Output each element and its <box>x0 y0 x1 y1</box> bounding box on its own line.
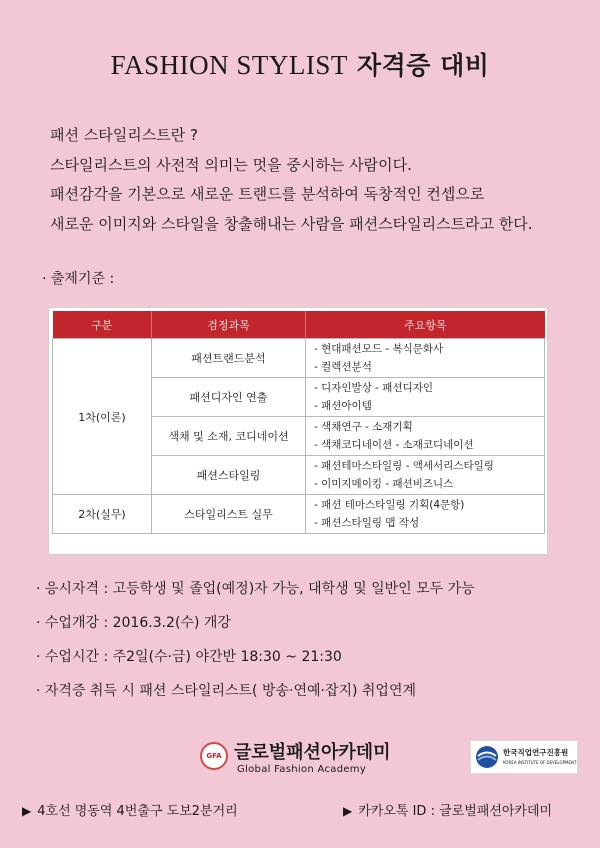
bullet-eligibility: · 응시자격 : 고등학생 및 졸업(예정)자 가능, 대학생 및 일반인 모두 가능 <box>36 581 475 597</box>
exam-criteria-table <box>52 311 545 534</box>
item-line: - 패션아이템 <box>314 400 372 412</box>
items-cell <box>306 339 545 378</box>
koid-emblem-icon <box>475 745 499 769</box>
item-line: - 이미지메이킹 - 패션비즈니스 <box>314 478 454 490</box>
intro-line: 패션감각을 기본으로 새로운 트랜드를 분석하여 독창적인 컨셉으로 <box>50 185 485 203</box>
items-cell <box>306 378 545 417</box>
item-line: - 패션 테마스타일링 기획(4문항) <box>314 499 465 511</box>
location-text: 4호선 명동역 4번출구 도보2분거리 <box>37 804 238 819</box>
item-line: - 패션스타일링 맵 작성 <box>314 517 420 529</box>
gfa-name-korean: 글로벌패션아카데미 <box>234 742 391 763</box>
items-cell <box>306 417 545 456</box>
item-line: - 디자인발상 - 패션디자인 <box>314 382 434 394</box>
item-line: - 컬렉션분석 <box>314 361 372 373</box>
footer-location <box>22 800 238 819</box>
intro-line: 새로운 이미지와 스타일을 창출해내는 사람을 패션스타일리스트라고 한다. <box>50 214 533 233</box>
subject-cell: 패션디자인 연출 <box>152 378 306 417</box>
header-subject: 검정과목 <box>152 311 306 339</box>
title-english: FASHION STYLIST <box>110 50 348 80</box>
subject-cell: 패션스타일링 <box>152 456 306 495</box>
info-bullets <box>36 580 475 716</box>
exam-criteria-label: · 출제기준 : <box>42 271 115 287</box>
item-line: - 색채코디네이션 - 소재코디네이션 <box>314 439 474 451</box>
bullet-employment: · 자격증 취득 시 패션 스타일리스트( 방송·연예·잡지) 취업연계 <box>36 683 417 699</box>
triangle-right-icon: ▶ <box>343 804 353 818</box>
subject-cell: 색채 및 소재, 코디네이션 <box>152 417 306 456</box>
table-row <box>53 339 545 378</box>
footer-kakao <box>343 800 552 819</box>
page-title <box>0 46 600 82</box>
items-cell <box>306 456 545 495</box>
subject-cell: 스타일리스트 실무 <box>152 495 306 534</box>
exam-table-frame <box>48 307 548 555</box>
triangle-right-icon: ▶ <box>22 804 32 818</box>
category-practice: 2차(실무) <box>53 495 152 534</box>
item-line: - 색채연구 - 소재기획 <box>314 421 413 433</box>
items-cell <box>306 495 545 534</box>
intro-line: 패션 스타일리스트란 ? <box>50 126 198 144</box>
koid-logo <box>470 740 578 774</box>
category-theory: 1차(이론) <box>53 339 152 495</box>
header-items: 주요항목 <box>306 311 545 339</box>
intro-text <box>50 121 533 239</box>
title-korean: 자격증 대비 <box>356 51 490 80</box>
intro-line: 스타일리스트의 사전적 의미는 멋을 중시하는 사람이다. <box>50 155 412 174</box>
gfa-name-english: Global Fashion Academy <box>237 764 367 775</box>
table-row <box>53 495 545 534</box>
gfa-emblem-icon: GFA <box>200 742 228 770</box>
item-line: - 현대패션모드 - 복식문화사 <box>314 343 444 355</box>
kakao-id-text: 카카오톡 ID : 글로벌패션아카데미 <box>358 804 553 819</box>
bullet-start-date: · 수업개강 : 2016.3.2(수) 개강 <box>36 615 231 631</box>
header-category: 구분 <box>53 311 152 339</box>
bullet-class-time: · 수업시간 : 주2일(수·금) 야간반 18:30 ~ 21:30 <box>36 649 342 665</box>
koid-name-korean: 한국직업연구진흥원 <box>503 748 569 757</box>
item-line: - 패션테마스타일링 - 액세서리스타일링 <box>314 460 494 472</box>
subject-cell: 패션트랜드분석 <box>152 339 306 378</box>
koid-name-english: KOREA INSTITUTE OF DEVELOPMENT <box>503 760 577 765</box>
